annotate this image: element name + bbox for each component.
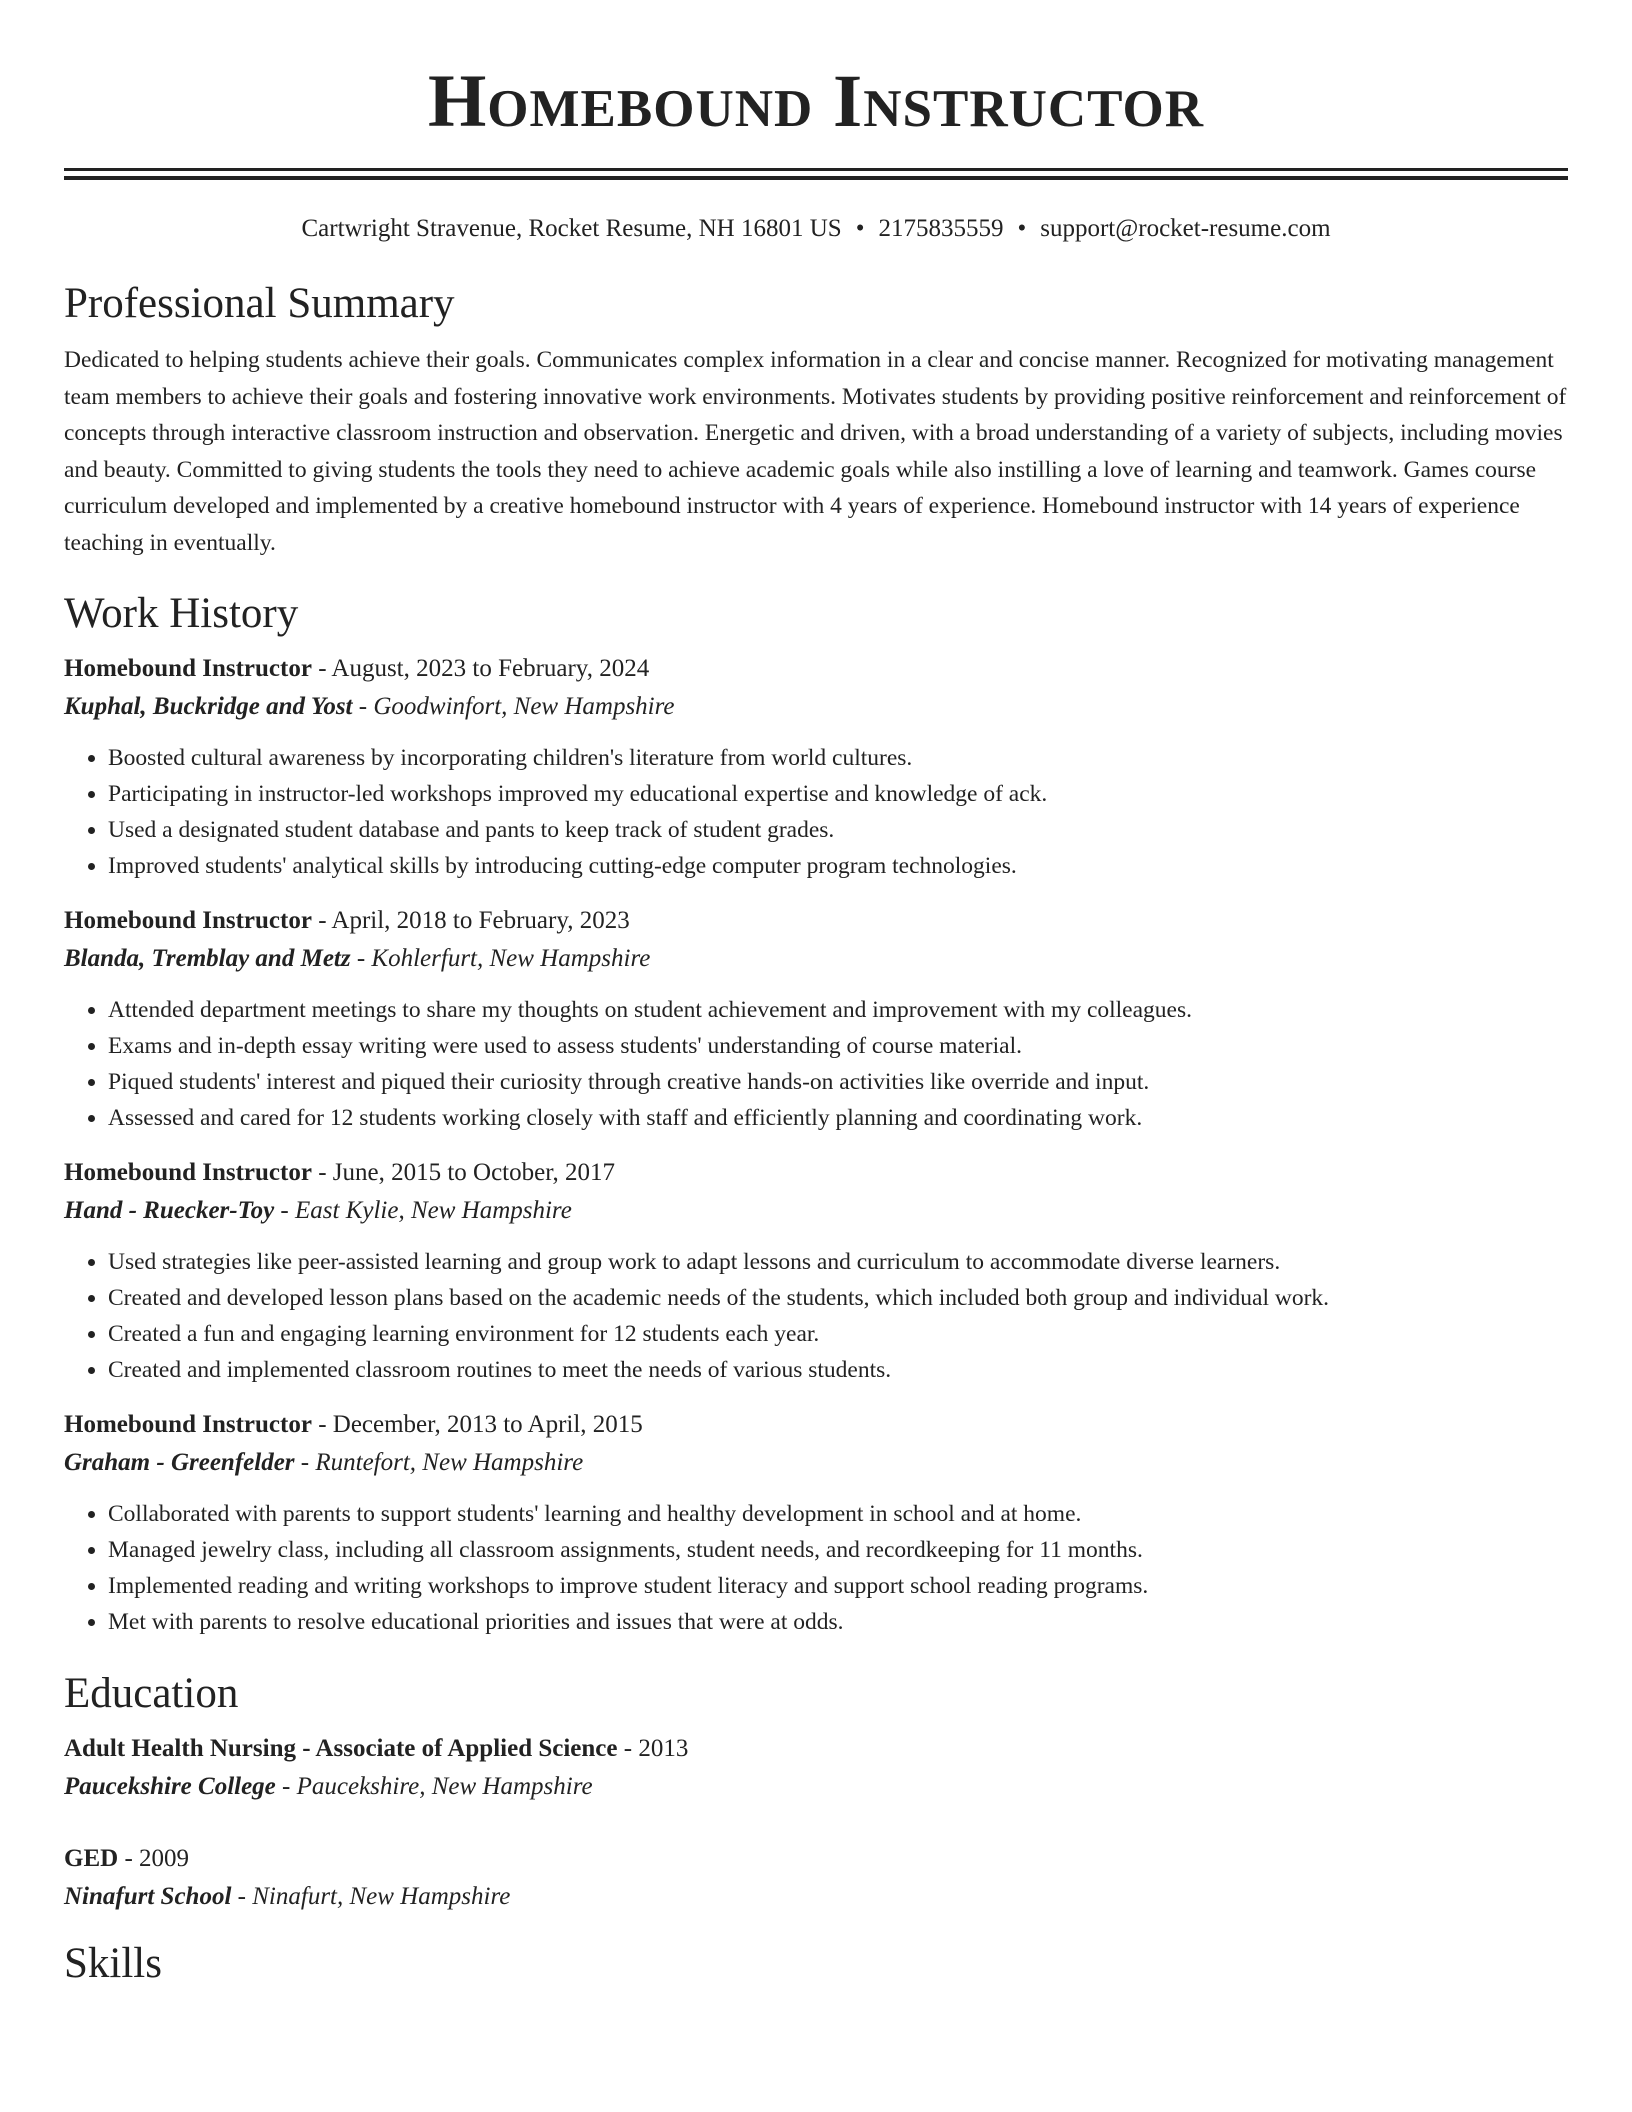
contact-email: support@rocket-resume.com <box>1040 215 1331 242</box>
job-entry <box>64 650 1568 884</box>
education-entry <box>64 1840 1568 1916</box>
job-dash: - <box>294 1448 316 1476</box>
job-bullets <box>64 992 1568 1136</box>
work-history-heading: Work History <box>64 589 299 637</box>
job-company-line <box>64 688 1568 726</box>
job-bullet: • Created a fun and engaging learning environment for 12 students each year. <box>108 1316 1568 1352</box>
job-bullets <box>64 1244 1568 1388</box>
education-location: Ninafurt, New Hampshire <box>252 1882 511 1910</box>
job-company: Hand - Ruecker-Toy <box>64 1196 275 1224</box>
job-company-line <box>64 940 1568 978</box>
job-bullet: • Boosted cultural awareness by incorporating children's literature from world cultures. <box>108 740 1568 776</box>
job-entry <box>64 1406 1568 1640</box>
job-dash: - <box>311 1158 333 1186</box>
education-school: Paucekshire College <box>64 1772 276 1800</box>
job-bullets <box>64 1496 1568 1640</box>
education-degree: Adult Health Nursing - Associate of Applied Science <box>64 1734 618 1762</box>
job-title-line <box>64 650 1568 688</box>
job-role: Homebound Instructor <box>64 906 312 934</box>
job-dates: December, 2013 to April, 2015 <box>332 1410 643 1438</box>
contact-separator: • <box>855 215 865 242</box>
job-bullet: • Managed jewelry class, including all classroom assignments, student needs, and recordkeeping for 11 months. <box>108 1532 1568 1568</box>
education-school-line <box>64 1768 1568 1806</box>
job-bullet: • Used a designated student database and pants to keep track of student grades. <box>108 812 1568 848</box>
job-dash: - <box>352 692 374 720</box>
education-heading: Education <box>64 1669 239 1717</box>
education-year: 2013 <box>638 1734 689 1762</box>
job-location: Runtefort, New Hampshire <box>315 1448 584 1476</box>
education-dash: - <box>617 1734 639 1762</box>
job-bullets <box>64 740 1568 884</box>
job-bullet: • Assessed and cared for 12 students working closely with staff and efficiently planning and coordinating work. <box>108 1100 1568 1136</box>
job-dash: - <box>311 1410 333 1438</box>
job-bullet: • Implemented reading and writing workshops to improve student literacy and support school reading programs. <box>108 1568 1568 1604</box>
job-role: Homebound Instructor <box>64 1410 312 1438</box>
job-title-line <box>64 902 1568 940</box>
education-school: Ninafurt School <box>64 1882 232 1910</box>
job-company: Blanda, Tremblay and Metz <box>64 944 351 972</box>
job-role: Homebound Instructor <box>64 1158 312 1186</box>
education-degree-line <box>64 1730 1568 1768</box>
education-dash: - <box>118 1844 140 1872</box>
summary-heading: Professional Summary <box>64 280 455 327</box>
job-bullet: • Created and developed lesson plans based on the academic needs of the students, which included both group and individual work. <box>108 1280 1568 1316</box>
job-location: East Kylie, New Hampshire <box>295 1196 572 1224</box>
job-bullet: • Met with parents to resolve educational priorities and issues that were at odds. <box>108 1604 1568 1640</box>
job-title-line <box>64 1406 1568 1444</box>
job-company: Graham - Greenfelder <box>64 1448 295 1476</box>
job-role: Homebound Instructor <box>64 654 312 682</box>
contact-line <box>64 214 1568 244</box>
job-bullet: • Attended department meetings to share my thoughts on student achievement and improvement with my colleagues. <box>108 992 1568 1028</box>
job-bullet: • Participating in instructor-led workshops improved my educational expertise and knowledge of ack. <box>108 776 1568 812</box>
job-company-line <box>64 1192 1568 1230</box>
contact-phone: 2175835559 <box>878 215 1004 242</box>
education-degree-line <box>64 1840 1568 1878</box>
education-dash: - <box>275 1772 297 1800</box>
education-entry <box>64 1730 1568 1806</box>
job-dash: - <box>350 944 372 972</box>
summary-text: Dedicated to helping students achieve their goals. Communicates complex information in a clear and concise manner. Recognized for motivating management team members to achieve their goals and fostering innovative work environments. Motivates students by providing positive reinforcement and reinforcement of concepts through interactive classroom instruction and observation. Energetic and driven, with a broad understanding of a variety of subjects, including movies and beauty. Committed to giving students the tools they need to achieve academic goals while also instilling a love of learning and teamwork. Games course curriculum developed and implemented by a creative homebound instructor with 4 years of experience. Homebound instructor with 14 years of experience teaching in eventually. <box>64 347 1567 556</box>
contact-separator: • <box>1017 215 1027 242</box>
resume-name: Homebound Instructor <box>427 60 1205 143</box>
job-entry <box>64 902 1568 1136</box>
education-school-line <box>64 1878 1568 1916</box>
job-dash: - <box>274 1196 295 1224</box>
job-dash: - <box>311 654 332 682</box>
education-degree: GED <box>64 1844 119 1872</box>
education-location: Paucekshire, New Hampshire <box>296 1772 593 1800</box>
job-bullet: • Used strategies like peer-assisted learning and group work to adapt lessons and curriculum to accommodate diverse learners. <box>108 1244 1568 1280</box>
job-company-line <box>64 1444 1568 1482</box>
job-bullet: • Piqued students' interest and piqued their curiosity through creative hands-on activities like override and input. <box>108 1064 1568 1100</box>
job-company: Kuphal, Buckridge and Yost <box>64 692 353 720</box>
job-dates: June, 2015 to October, 2017 <box>332 1158 616 1186</box>
header-divider <box>64 168 1568 180</box>
skills-heading: Skills <box>64 1939 162 1987</box>
job-bullet: • Collaborated with parents to support students' learning and healthy development in school and at home. <box>108 1496 1568 1532</box>
education-year: 2009 <box>139 1844 190 1872</box>
job-dates: August, 2023 to February, 2024 <box>331 654 650 682</box>
job-bullet: • Created and implemented classroom routines to meet the needs of various students. <box>108 1352 1568 1388</box>
job-location: Kohlerfurt, New Hampshire <box>371 944 651 972</box>
job-title-line <box>64 1154 1568 1192</box>
job-dash: - <box>311 906 332 934</box>
job-bullet: • Exams and in-depth essay writing were used to assess students' understanding of course material. <box>108 1028 1568 1064</box>
job-bullet: • Improved students' analytical skills by introducing cutting-edge computer program technologies. <box>108 848 1568 884</box>
education-dash: - <box>231 1882 253 1910</box>
job-entry <box>64 1154 1568 1388</box>
job-location: Goodwinfort, New Hampshire <box>373 692 675 720</box>
job-dates: April, 2018 to February, 2023 <box>331 906 630 934</box>
contact-address: Cartwright Stravenue, Rocket Resume, NH 16801 US <box>301 215 842 242</box>
